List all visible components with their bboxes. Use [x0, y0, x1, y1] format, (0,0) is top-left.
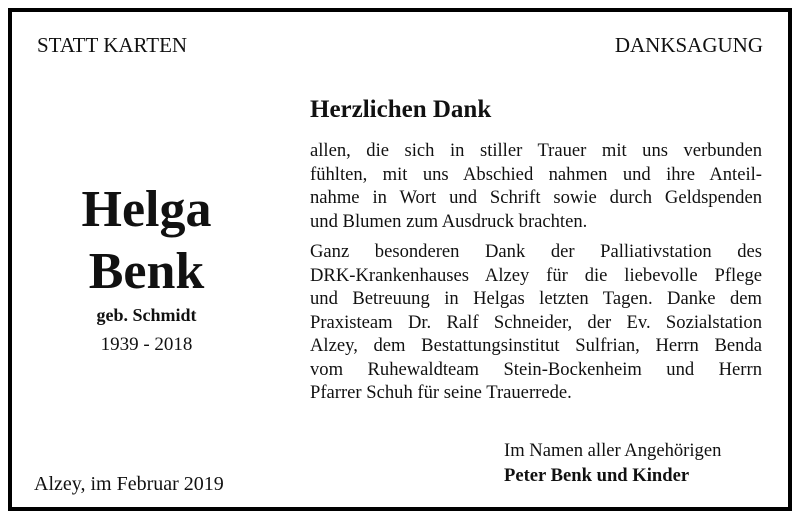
paragraph-line: Praxisteam Dr. Ralf Schneider, der Ev. Sozialstation — [310, 311, 762, 333]
paragraph-line: und Blumen zum Ausdruck brachten. — [310, 210, 588, 232]
paragraph-line: vom Ruhewaldteam Stein-Bockenheim und Herrn — [310, 358, 762, 380]
thanks-heading: Herzlichen Dank — [310, 96, 492, 123]
obituary-card — [8, 8, 792, 511]
deceased-maiden-name: geb. Schmidt — [96, 305, 197, 325]
paragraph-line: und Betreuung in Helgas letzten Tagen. Danke dem — [310, 288, 762, 309]
paragraph-line: nahme in Wort und Schrift sowie durch Geldspenden — [310, 187, 762, 208]
deceased-last-name: Benk — [88, 243, 205, 300]
header-left-label: STATT KARTEN — [37, 33, 188, 57]
deceased-years: 1939 - 2018 — [100, 334, 193, 355]
header-right-label: DANKSAGUNG — [614, 33, 763, 57]
place-date: Alzey, im Februar 2019 — [34, 473, 224, 495]
thanks-paragraph-1 — [310, 139, 762, 233]
paragraph-line: DRK-Krankenhauses Alzey für die liebevolle Pflege — [310, 264, 762, 286]
signature-line-2: Peter Benk und Kinder — [504, 465, 690, 486]
paragraph-line: Ganz besonderen Dank der Palliativstation des — [310, 241, 762, 262]
signature-line-1: Im Namen aller Angehörigen — [504, 440, 722, 461]
deceased-first-name: Helga — [81, 181, 212, 238]
paragraph-line: allen, die sich in stiller Trauer mit uns verbunden — [310, 140, 762, 161]
thanks-paragraph-2 — [310, 240, 762, 405]
paragraph-line: Pfarrer Schuh für seine Trauerrede. — [310, 382, 572, 403]
paragraph-line: Alzey, dem Bestattungsinstitut Sulfrian, Herrn Benda — [310, 335, 762, 356]
paragraph-line: fühlten, mit uns Abschied nahmen und ihre Anteil- — [310, 163, 762, 185]
